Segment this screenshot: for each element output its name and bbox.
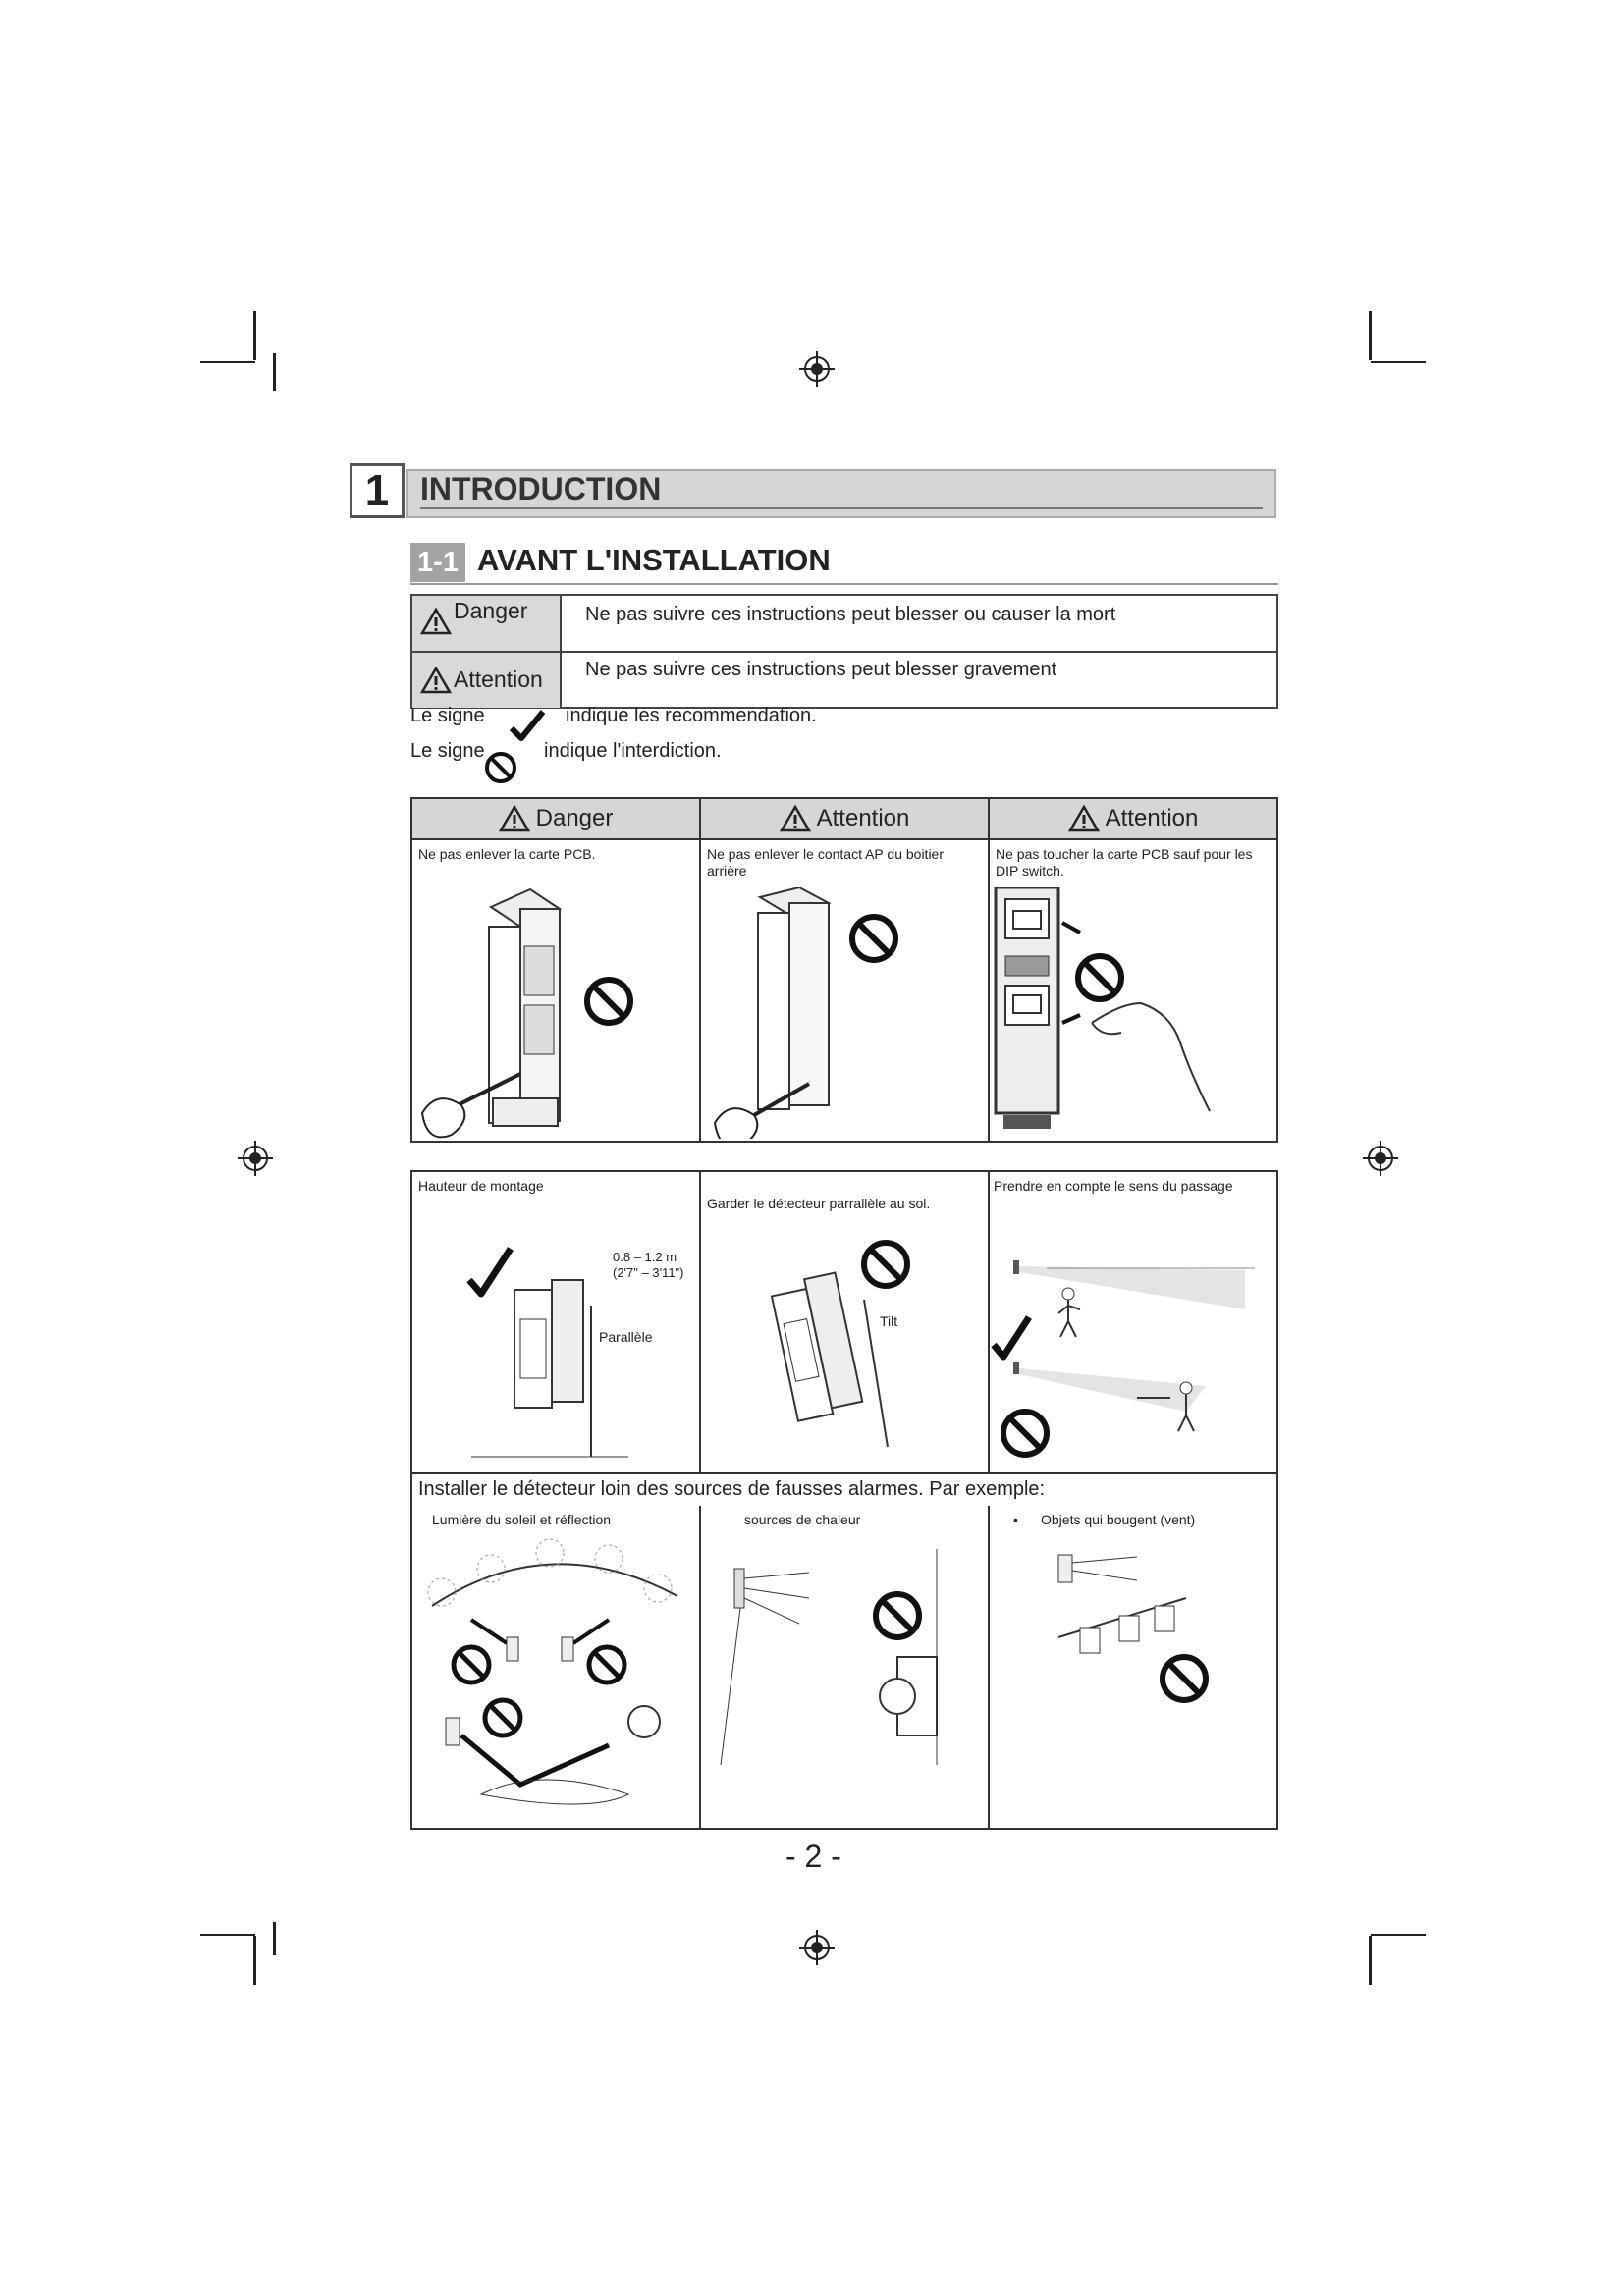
warning-header-danger	[412, 799, 699, 838]
crop-mark	[1369, 311, 1372, 360]
hazard-legend-table	[410, 594, 1278, 709]
crop-mark	[200, 1934, 255, 1936]
crop-mark	[1371, 361, 1426, 363]
back-box-illustration	[701, 887, 988, 1139]
mounting-height-value: (2'7" – 3'11")	[613, 1265, 684, 1280]
heat-source-illustration	[701, 1529, 988, 1826]
warning-triangle-icon	[1068, 805, 1100, 832]
page-number: - 2 -	[785, 1839, 841, 1874]
warnings-table	[410, 797, 1278, 1143]
section-number: 1	[350, 463, 405, 518]
warning-triangle-icon	[780, 805, 811, 832]
divider	[412, 1472, 1276, 1474]
legend-label: Attention	[454, 667, 543, 692]
crop-mark	[253, 1936, 256, 1985]
subsection-title: AVANT L'INSTALLATION	[477, 543, 831, 577]
warning-header-attention	[990, 799, 1276, 838]
sign-description: indique les recommendation.	[566, 705, 817, 726]
legend-row-danger	[412, 596, 1276, 651]
mounting-caption: Garder le détecteur parrallèle au sol.	[707, 1196, 931, 1211]
false-alarm-item: Lumière du soleil et réflection	[432, 1512, 612, 1527]
warning-triangle-icon	[420, 608, 452, 635]
bullet: •	[1013, 1512, 1018, 1527]
crop-mark	[1371, 1934, 1426, 1936]
divider	[420, 507, 1263, 509]
warning-caption: Ne pas enlever le contact AP du boitier arrière	[707, 846, 945, 879]
sign-prefix: Le signe	[410, 705, 485, 726]
warning-triangle-icon	[420, 667, 452, 694]
tilt-label: Tilt	[880, 1313, 898, 1329]
sign-description: indique l'interdiction.	[544, 740, 722, 762]
legend-label-cell	[412, 653, 562, 708]
subsection-number: 1-1	[410, 543, 465, 582]
divider	[410, 583, 1278, 585]
moving-objects-illustration	[990, 1529, 1276, 1826]
prohibited-icon	[483, 750, 518, 785]
warning-header-label: Attention	[1105, 805, 1199, 831]
registration-mark-icon	[799, 1930, 835, 1965]
crop-mark	[273, 1922, 276, 1955]
warning-triangle-icon	[499, 805, 530, 832]
mounting-height-value: 0.8 – 1.2 m	[613, 1250, 677, 1264]
warning-header-attention	[701, 799, 988, 838]
false-alarm-item: sources de chaleur	[744, 1512, 861, 1527]
passage-direction-illustration	[990, 1201, 1276, 1468]
legend-label-cell	[412, 596, 562, 651]
section-title: INTRODUCTION	[420, 471, 662, 507]
legend-text: Ne pas suivre ces instructions peut blesser ou causer la mort	[585, 604, 1116, 625]
crop-mark	[200, 361, 255, 363]
false-alarm-item: Objets qui bougent (vent)	[1041, 1512, 1196, 1527]
false-alarm-title: Installer le détecteur loin des sources de fausses alarmes. Par exemple:	[418, 1478, 1046, 1500]
warning-header-label: Attention	[816, 805, 910, 831]
pcb-removal-illustration	[412, 887, 699, 1139]
registration-mark-icon	[799, 351, 835, 387]
check-mark-icon	[509, 709, 546, 742]
warning-header-label: Danger	[535, 805, 614, 831]
tilt-illustration	[701, 1211, 988, 1468]
legend-row-attention	[412, 653, 1276, 708]
parallel-label: Parallèle	[599, 1329, 653, 1345]
sunlight-illustration	[412, 1529, 699, 1826]
sign-prefix: Le signe	[410, 740, 485, 762]
mounting-caption: Prendre en compte le sens du passage	[994, 1178, 1233, 1194]
dip-switch-illustration	[990, 887, 1276, 1139]
installation-table	[410, 1170, 1278, 1830]
warning-caption: Ne pas enlever la carte PCB.	[418, 846, 596, 862]
registration-mark-icon	[238, 1141, 273, 1176]
crop-mark	[273, 353, 276, 391]
registration-mark-icon	[1363, 1141, 1398, 1176]
legend-label: Danger	[454, 598, 528, 623]
crop-mark	[1369, 1936, 1372, 1985]
warning-caption: Ne pas toucher la carte PCB sauf pour les DIP switch.	[996, 846, 1253, 879]
legend-text: Ne pas suivre ces instructions peut blesser gravement	[585, 659, 1057, 680]
crop-mark	[253, 311, 256, 360]
mounting-caption: Hauteur de montage	[418, 1178, 544, 1194]
divider	[412, 838, 1276, 840]
